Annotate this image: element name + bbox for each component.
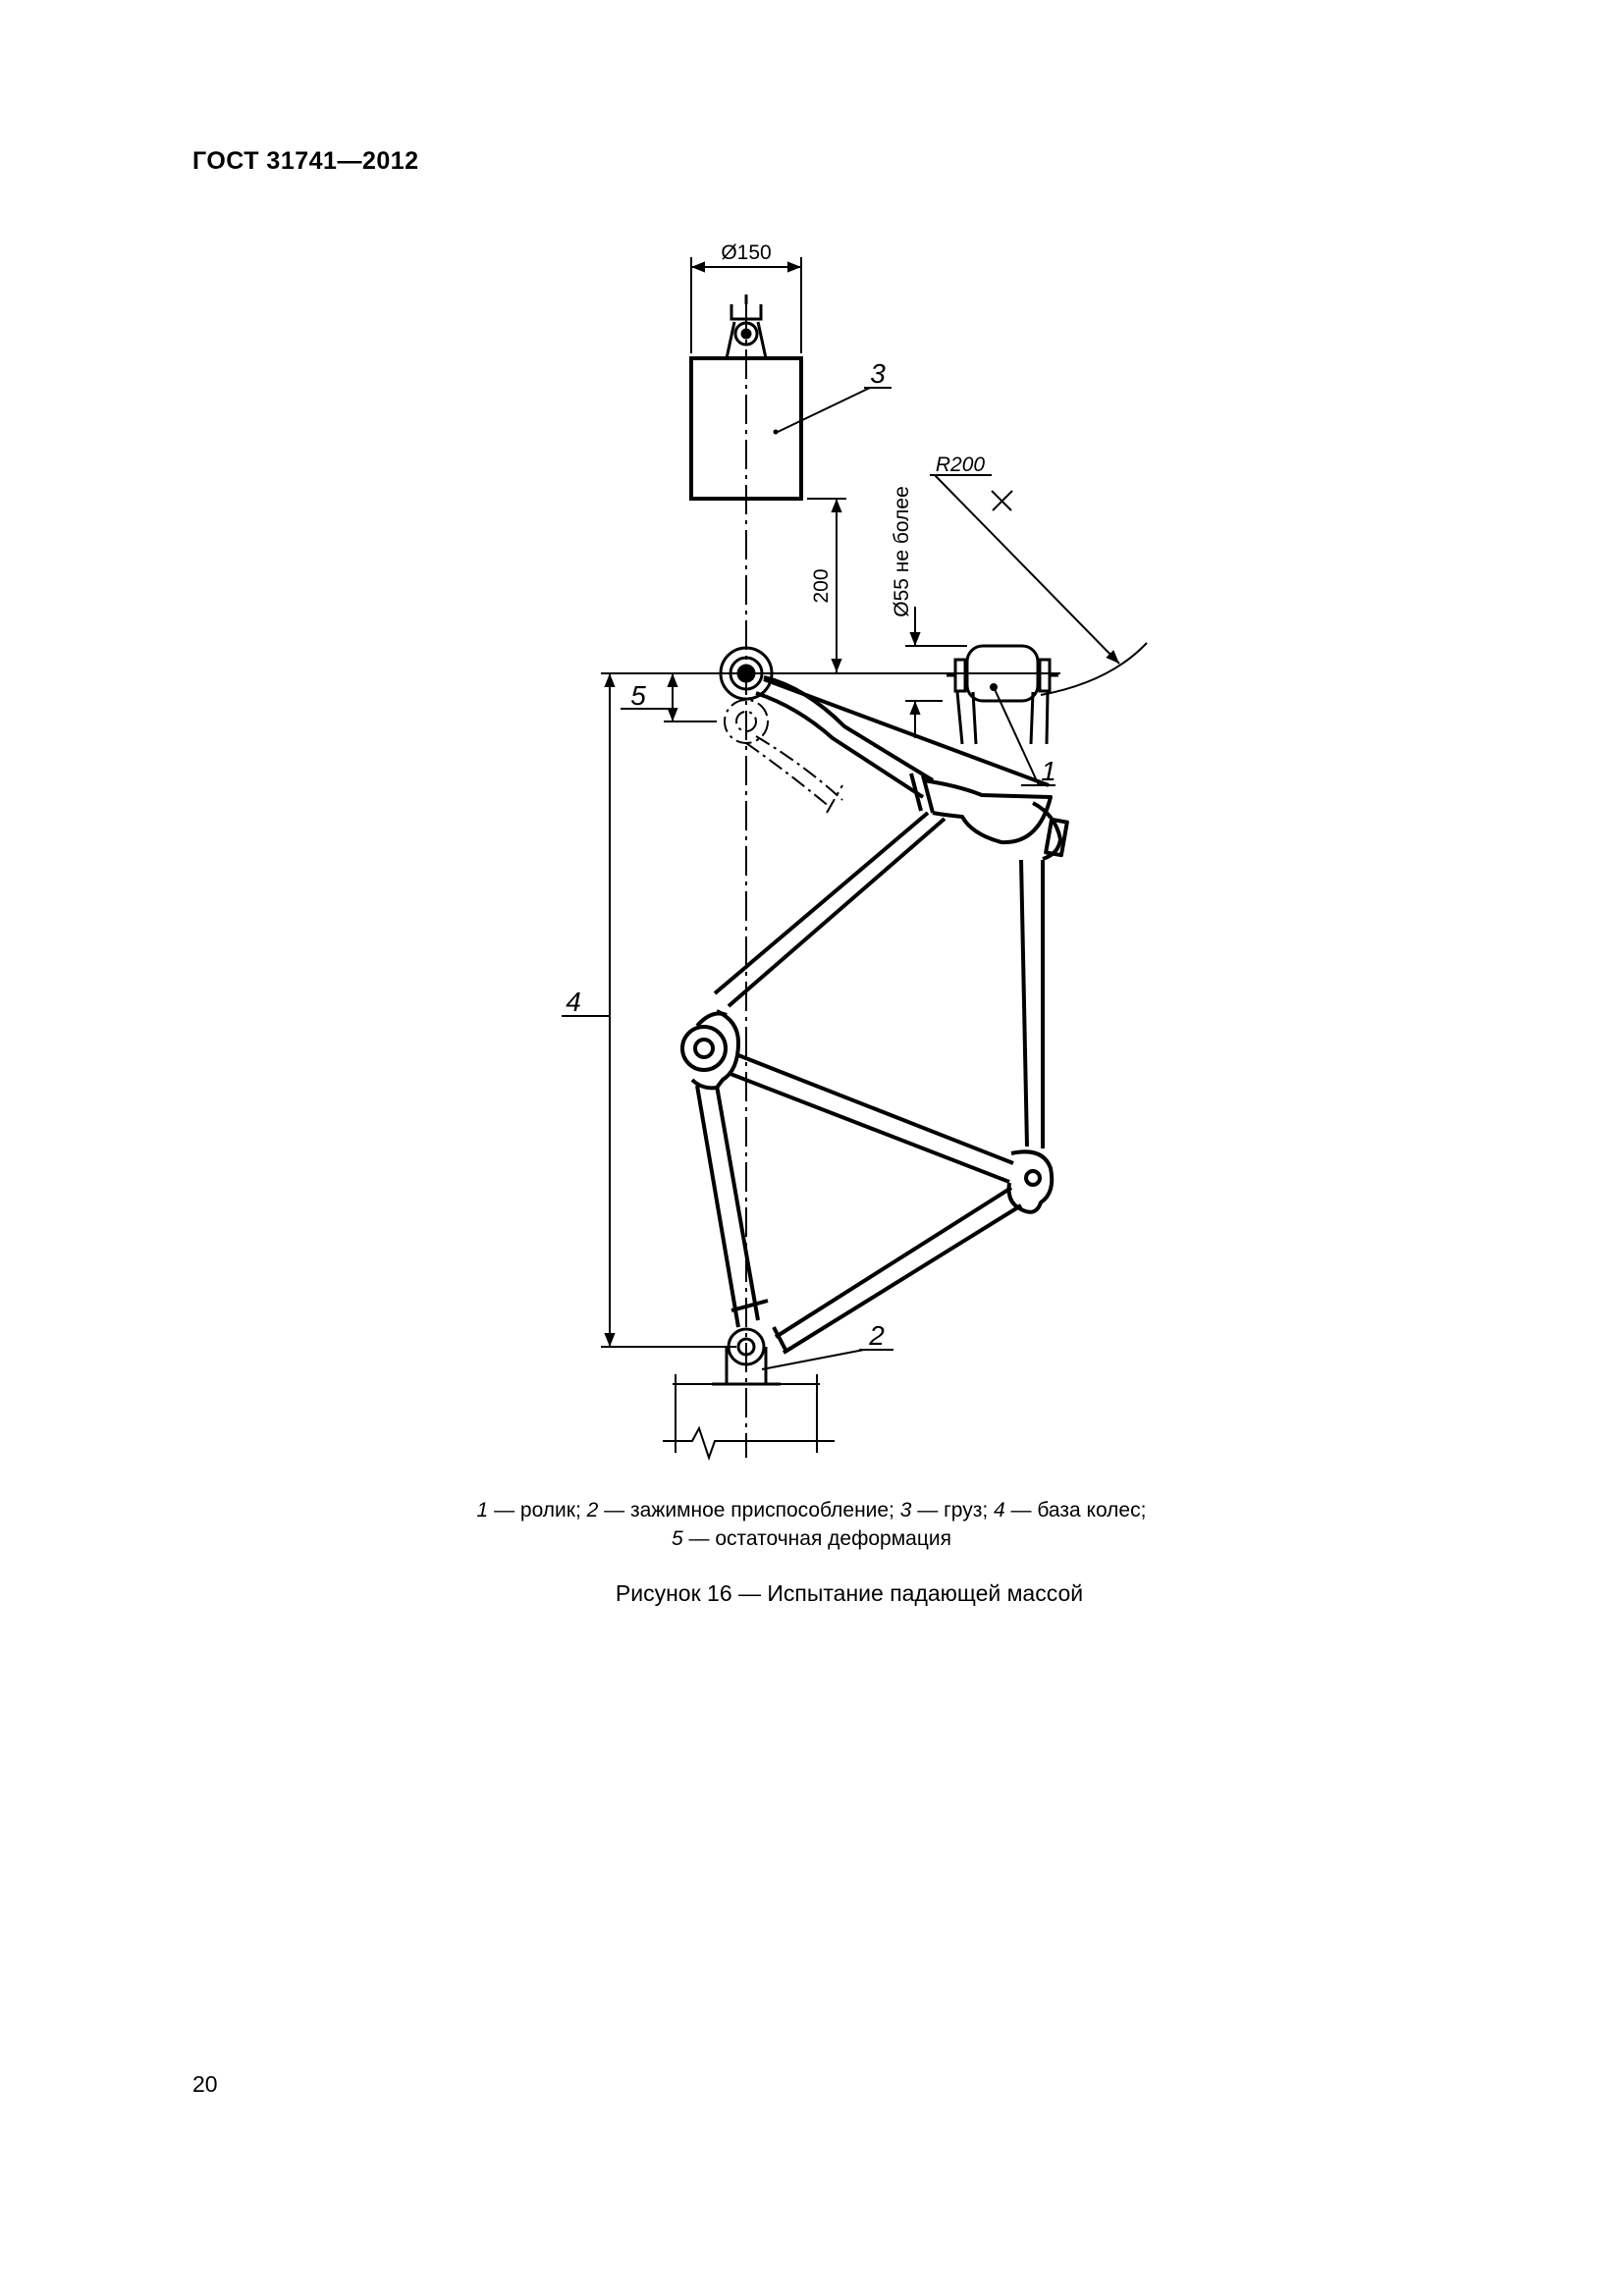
dim-roller-diameter-label: Ø55 не более	[891, 486, 913, 617]
dim-radius-label: R200	[935, 454, 986, 476]
dim-deformation	[664, 673, 717, 721]
legend-text-4: — база колес;	[1004, 1499, 1147, 1522]
document-header: ГОСТ 31741—2012	[192, 147, 419, 175]
legend-num-3: 3	[899, 1499, 912, 1522]
dim-diameter-weight-label: Ø150	[721, 241, 772, 264]
legend-num-1: 1	[476, 1499, 489, 1522]
legend-text-1: — ролик;	[488, 1499, 587, 1522]
page-number: 20	[192, 2071, 218, 2097]
legend-line-1	[0, 1496, 1623, 1525]
legend-num-4: 4	[994, 1499, 1005, 1522]
dim-wheelbase	[601, 673, 736, 1347]
bicycle-frame	[682, 677, 1067, 1353]
dim-drop-height-label: 200	[810, 568, 833, 604]
legend-text-5: — остаточная деформация	[682, 1527, 951, 1550]
legend-num-5: 5	[672, 1527, 683, 1550]
svg-text:3: 3	[870, 358, 886, 389]
legend-line-2	[0, 1524, 1623, 1554]
callout-wheelbase	[562, 987, 610, 1017]
legend-text-2: — зажимное приспособление;	[598, 1499, 900, 1522]
svg-text:2: 2	[869, 1320, 885, 1351]
clamp-fixture	[663, 1329, 835, 1458]
svg-text:4: 4	[566, 987, 581, 1017]
svg-text:5: 5	[630, 680, 646, 711]
legend-num-2: 2	[586, 1499, 599, 1522]
legend-text-3: — груз;	[911, 1499, 995, 1522]
callout-weight	[778, 358, 892, 432]
deformed-position	[725, 700, 842, 813]
svg-text:1: 1	[1041, 756, 1056, 786]
figure-caption: Рисунок 16 — Испытание падающей массой	[615, 1580, 1084, 1606]
callout-deformation	[621, 680, 673, 711]
